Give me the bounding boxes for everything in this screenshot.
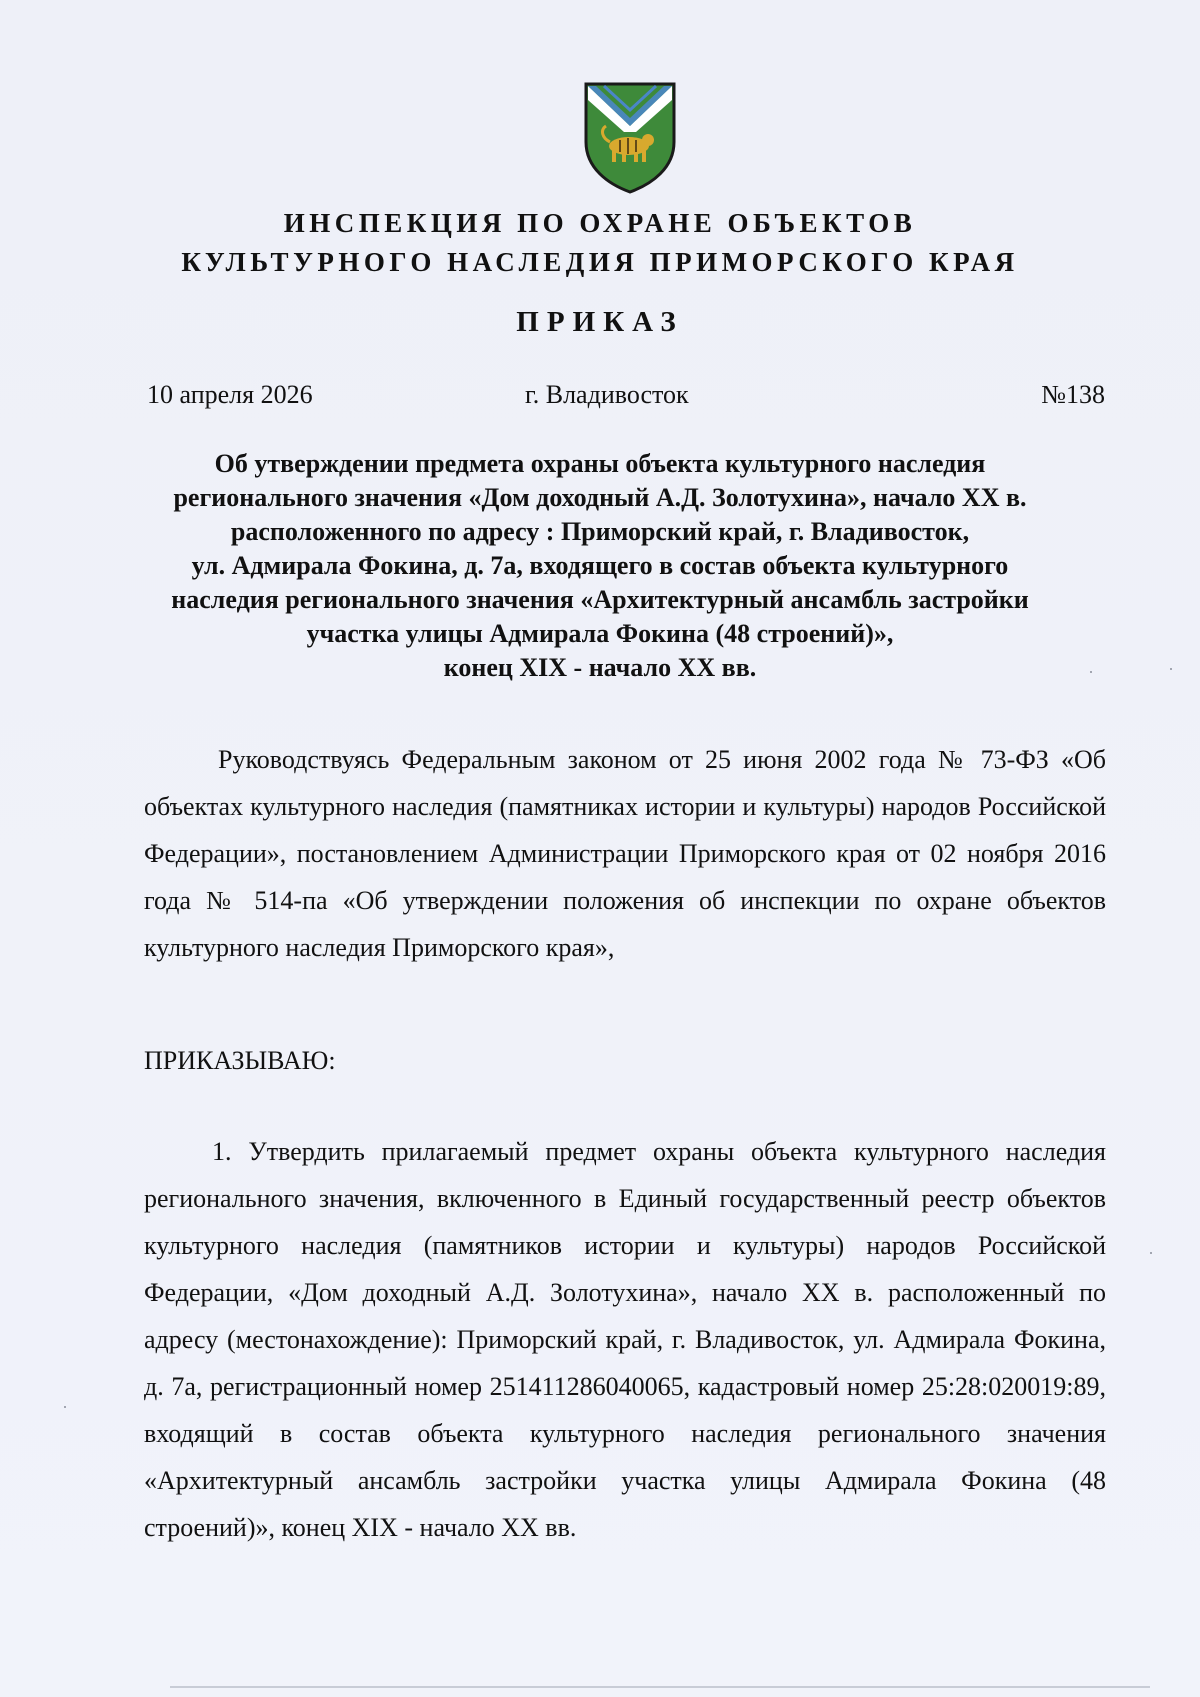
document-number: №138 — [1041, 380, 1105, 409]
title-line: Об утверждении предмета охраны объекта культурного наследия — [214, 449, 986, 478]
organization-name-line-2: КУЛЬТУРНОГО НАСЛЕДИЯ ПРИМОРСКОГО КРАЯ — [181, 247, 1019, 277]
title-line: ул. Адмирала Фокина, д. 7а, входящего в состав объекта культурного — [191, 551, 1009, 580]
document-title — [120, 447, 1080, 685]
document-type: ПРИКАЗ — [516, 306, 684, 338]
coat-of-arms-icon — [582, 80, 678, 196]
organization-name-line-1: ИНСПЕКЦИЯ ПО ОХРАНЕ ОБЪЕКТОВ — [283, 208, 917, 238]
document-city: г. Владивосток — [525, 380, 689, 409]
order-item-1 — [144, 1128, 1106, 1551]
scan-speck — [1170, 668, 1172, 670]
preamble-paragraph — [144, 736, 1106, 971]
title-line: регионального значения «Дом доходный А.Д. Золотухина», начало ХХ в. — [173, 483, 1027, 512]
title-line: наследия регионального значения «Архитектурный ансамбль застройки — [171, 585, 1029, 614]
scan-speck — [64, 1406, 66, 1408]
scan-speck — [1090, 671, 1092, 673]
order-item-1-text: 1. Утвердить прилагаемый предмет охраны объекта культурного наследия регионального значения, включенного в Единый государственный реестр объектов культурного наследия (памятников истории и культуры) народов Российской Федерации, «Дом доходный А.Д. Золотухина», начало ХХ в. расположенный по адресу (местонахождение): Приморский край, г. Владивосток, ул. Адмирала Фокина, д. 7а, регистрационный номер 251411286040065, кадастровый номер 25:28:020019:89, входящий в состав объекта культурного наследия регионального значения «Архитектурный ансамбль застройки участка улицы Адмирала Фокина (48 строений)», конец XIX - начало XX вв. — [144, 1137, 1106, 1542]
order-word: ПРИКАЗЫВАЮ: — [144, 1046, 336, 1075]
preamble-text: Руководствуясь Федеральным законом от 25 июня 2002 года № 73-ФЗ «Об объектах культурного наследия (памятниках истории и культуры) народов Российской Федерации», постановлением Администрации Приморского края от 02 ноября 2016 года № 514-па «Об утверждении положения об инспекции по охране объектов культурного наследия Приморского края», — [144, 745, 1106, 962]
title-line: конец XIX - начало XX вв. — [443, 653, 757, 682]
scan-speck — [1150, 1252, 1152, 1254]
title-line: участка улицы Адмирала Фокина (48 строений)», — [306, 619, 894, 648]
page-edge-line — [170, 1686, 1150, 1688]
document-date: 10 апреля 2026 — [147, 380, 313, 409]
title-line: расположенного по адресу : Приморский край, г. Владивосток, — [230, 517, 970, 546]
